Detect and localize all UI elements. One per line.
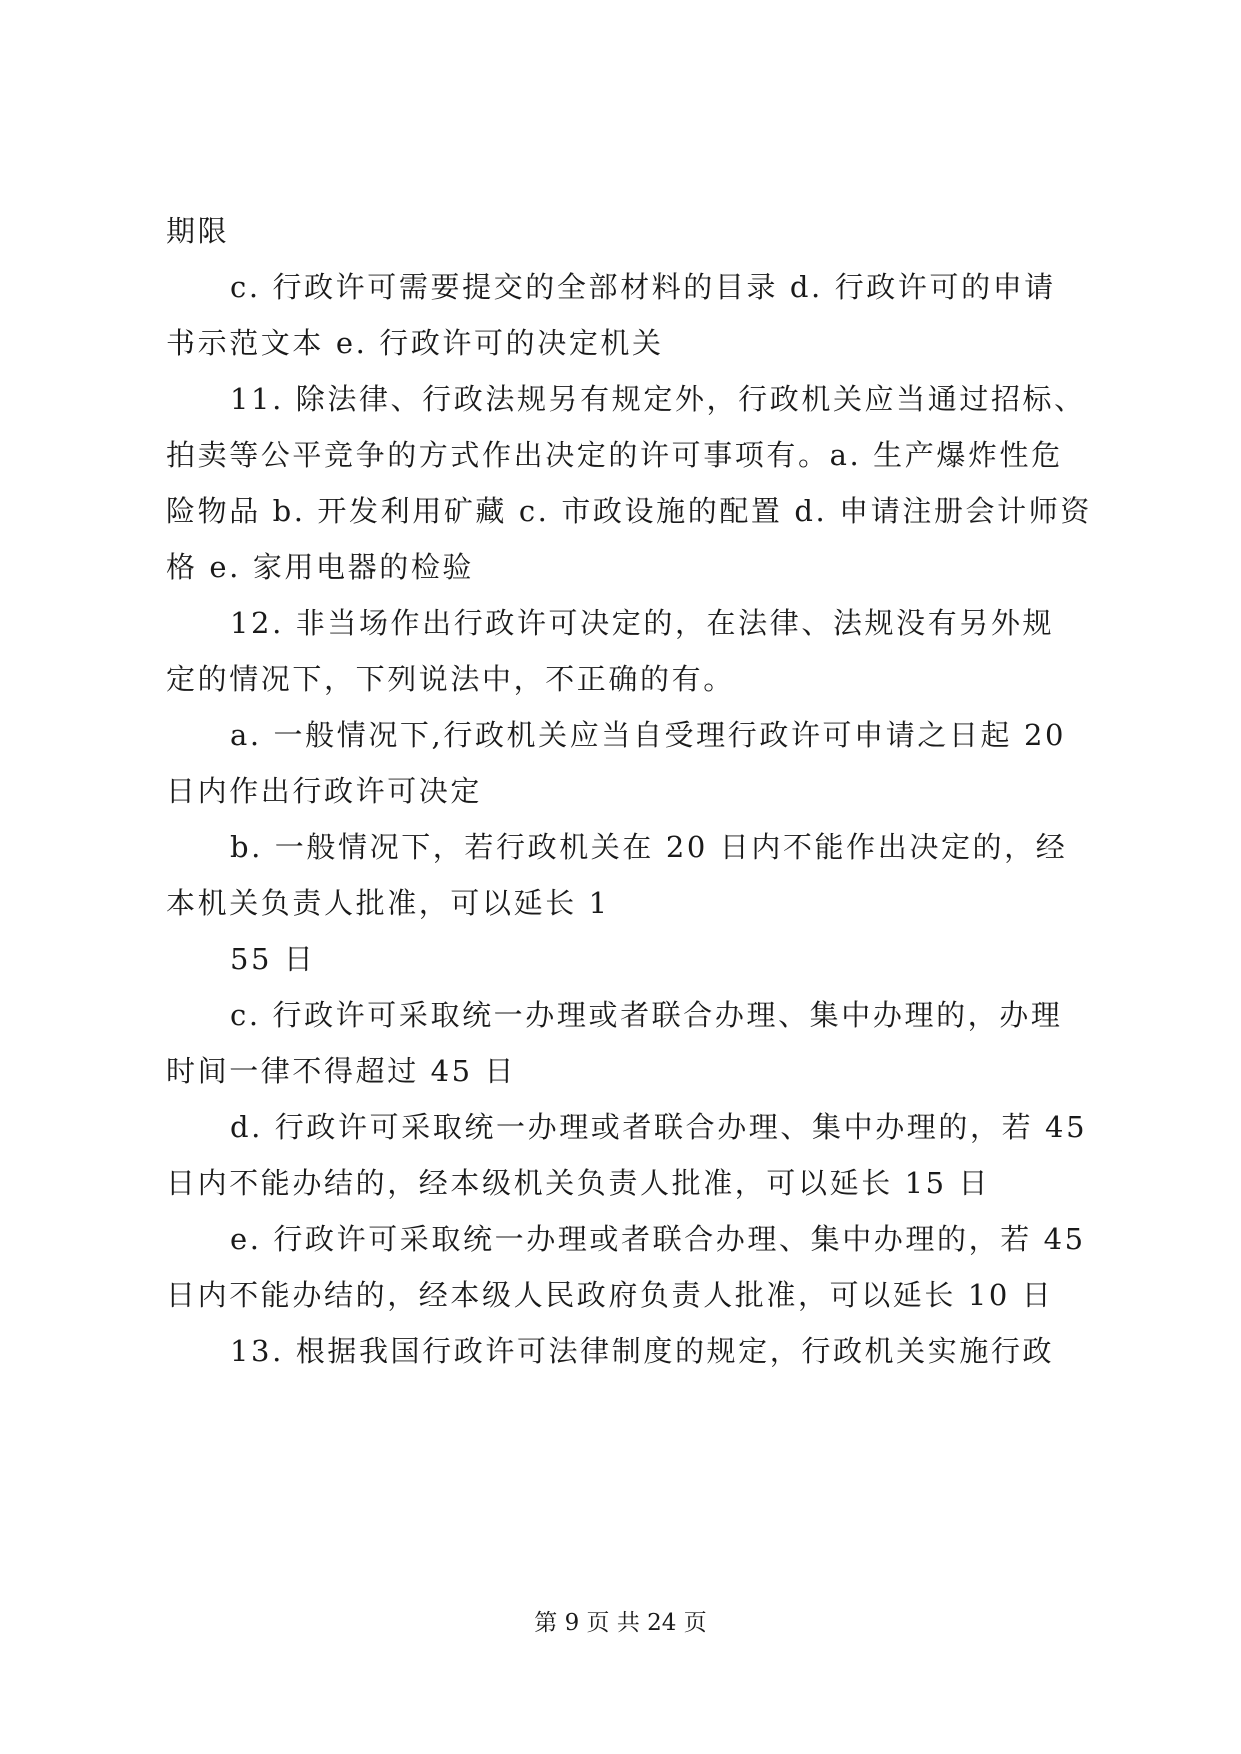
page-number-footer: 第 9 页 共 24 页 [534, 1610, 707, 1636]
text-line-21: 13. 根据我国行政许可法律制度的规定，行政机关实施行政 [230, 1334, 1055, 1368]
text-line-13: 本机关负责人批准，可以延长 1 [166, 886, 610, 920]
text-line-3: 书示范文本 e. 行政许可的决定机关 [166, 326, 664, 360]
text-line-6: 险物品 b. 开发利用矿藏 c. 市政设施的配置 d. 申请注册会计师资 [166, 494, 1092, 528]
text-line-16: 时间一律不得超过 45 日 [166, 1054, 517, 1088]
text-line-9: 定的情况下，下列说法中，不正确的有。 [166, 662, 735, 696]
text-line-10: a. 一般情况下,行政机关应当自受理行政许可申请之日起 20 [230, 718, 1067, 752]
text-line-2: c. 行政许可需要提交的全部材料的目录 d. 行政许可的申请 [230, 270, 1056, 304]
text-line-14: 55 日 [230, 942, 316, 976]
text-line-8: 12. 非当场作出行政许可决定的，在法律、法规没有另外规 [230, 606, 1055, 640]
text-line-4: 11. 除法律、行政法规另有规定外，行政机关应当通过招标、 [230, 382, 1086, 416]
text-line-7: 格 e. 家用电器的检验 [166, 550, 475, 584]
text-line-18: 日内不能办结的，经本级机关负责人批准，可以延长 15 日 [166, 1166, 991, 1200]
text-line-17: d. 行政许可采取统一办理或者联合办理、集中办理的，若 45 [230, 1110, 1088, 1144]
text-line-12: b. 一般情况下，若行政机关在 20 日内不能作出决定的，经 [230, 830, 1068, 864]
text-line-20: 日内不能办结的，经本级人民政府负责人批准，可以延长 10 日 [166, 1278, 1054, 1312]
text-line-19: e. 行政许可采取统一办理或者联合办理、集中办理的，若 45 [230, 1222, 1086, 1256]
text-line-15: c. 行政许可采取统一办理或者联合办理、集中办理的，办理 [230, 998, 1063, 1032]
text-line-11: 日内作出行政许可决定 [166, 774, 483, 808]
text-line-1: 期限 [166, 214, 230, 248]
text-line-5: 拍卖等公平竞争的方式作出决定的许可事项有。a. 生产爆炸性危 [166, 438, 1063, 472]
